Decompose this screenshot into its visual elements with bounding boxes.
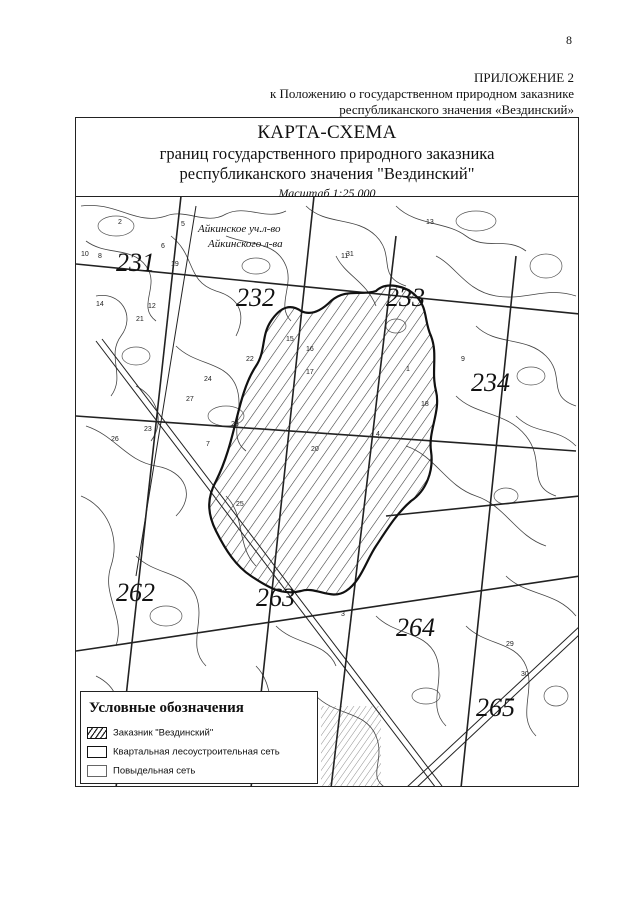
legend [80, 691, 318, 784]
svg-text:9: 9 [461, 356, 465, 363]
svg-text:4: 4 [376, 431, 380, 438]
svg-text:20: 20 [311, 446, 319, 453]
svg-text:29: 29 [506, 641, 514, 648]
quarter-number: 232 [236, 283, 275, 312]
legend-item-reserve: Заказник "Вездинский" [87, 727, 213, 739]
svg-text:22: 22 [246, 356, 254, 363]
hatch-swatch-icon [87, 727, 107, 739]
svg-text:19: 19 [171, 261, 179, 268]
subdivision-swatch-icon [87, 765, 107, 777]
svg-text:28: 28 [231, 421, 239, 428]
svg-text:10: 10 [81, 251, 89, 258]
place-label: Айкинского л-ва [208, 238, 283, 250]
quarter-number: 262 [116, 578, 155, 607]
map-scale: Масштаб 1:25 000 [278, 186, 376, 200]
quarter-number: 265 [476, 693, 515, 722]
map-title-box [76, 118, 578, 200]
map-title: КАРТА-СХЕМА [257, 122, 397, 143]
svg-text:26: 26 [111, 436, 119, 443]
svg-text:24: 24 [204, 376, 212, 383]
svg-text:25: 25 [236, 501, 244, 508]
quarter-number: 234 [471, 368, 510, 397]
quarter-swatch-icon [87, 746, 107, 758]
appendix-subtitle: к Положению о государственном природном заказнике [269, 86, 574, 101]
svg-text:14: 14 [96, 301, 104, 308]
page-number: 8 [566, 33, 572, 47]
legend-title: Условные обозначения [89, 700, 244, 716]
svg-text:31: 31 [346, 251, 354, 258]
quarter-number: 231 [116, 248, 155, 277]
appendix-title: ПРИЛОЖЕНИЕ 2 [474, 70, 574, 85]
svg-text:27: 27 [186, 396, 194, 403]
svg-text:23: 23 [144, 426, 152, 433]
svg-text:15: 15 [286, 336, 294, 343]
svg-text:2: 2 [118, 219, 122, 226]
svg-text:7: 7 [206, 441, 210, 448]
svg-text:30: 30 [521, 671, 529, 678]
appendix-subtitle-2: республиканского значения «Вездинский» [339, 102, 574, 117]
quarter-number: 263 [256, 583, 295, 612]
svg-text:21: 21 [136, 316, 144, 323]
svg-text:5: 5 [181, 221, 185, 228]
map-subtitle-2: республиканского значения "Вездинский" [179, 164, 475, 183]
legend-item-quarter-network: Квартальная лесоустроительная сеть [87, 746, 280, 758]
svg-text:12: 12 [148, 303, 156, 310]
quarter-number: 233 [386, 283, 425, 312]
svg-text:3: 3 [341, 611, 345, 618]
map-subtitle: границ государственного природного заказника [159, 144, 495, 163]
svg-text:17: 17 [306, 369, 314, 376]
reserve-area [209, 286, 437, 595]
quarter-number: 264 [396, 613, 435, 642]
svg-text:18: 18 [421, 401, 429, 408]
map-frame [75, 117, 579, 787]
svg-text:13: 13 [426, 219, 434, 226]
svg-text:8: 8 [98, 253, 102, 260]
svg-text:1: 1 [406, 366, 410, 373]
legend-item-subdivision-network: Повыдельная сеть [87, 765, 195, 777]
svg-text:16: 16 [306, 346, 314, 353]
svg-text:6: 6 [161, 243, 165, 250]
place-label: Айкинское уч.л-во [198, 223, 281, 235]
svg-text:11: 11 [341, 253, 349, 260]
